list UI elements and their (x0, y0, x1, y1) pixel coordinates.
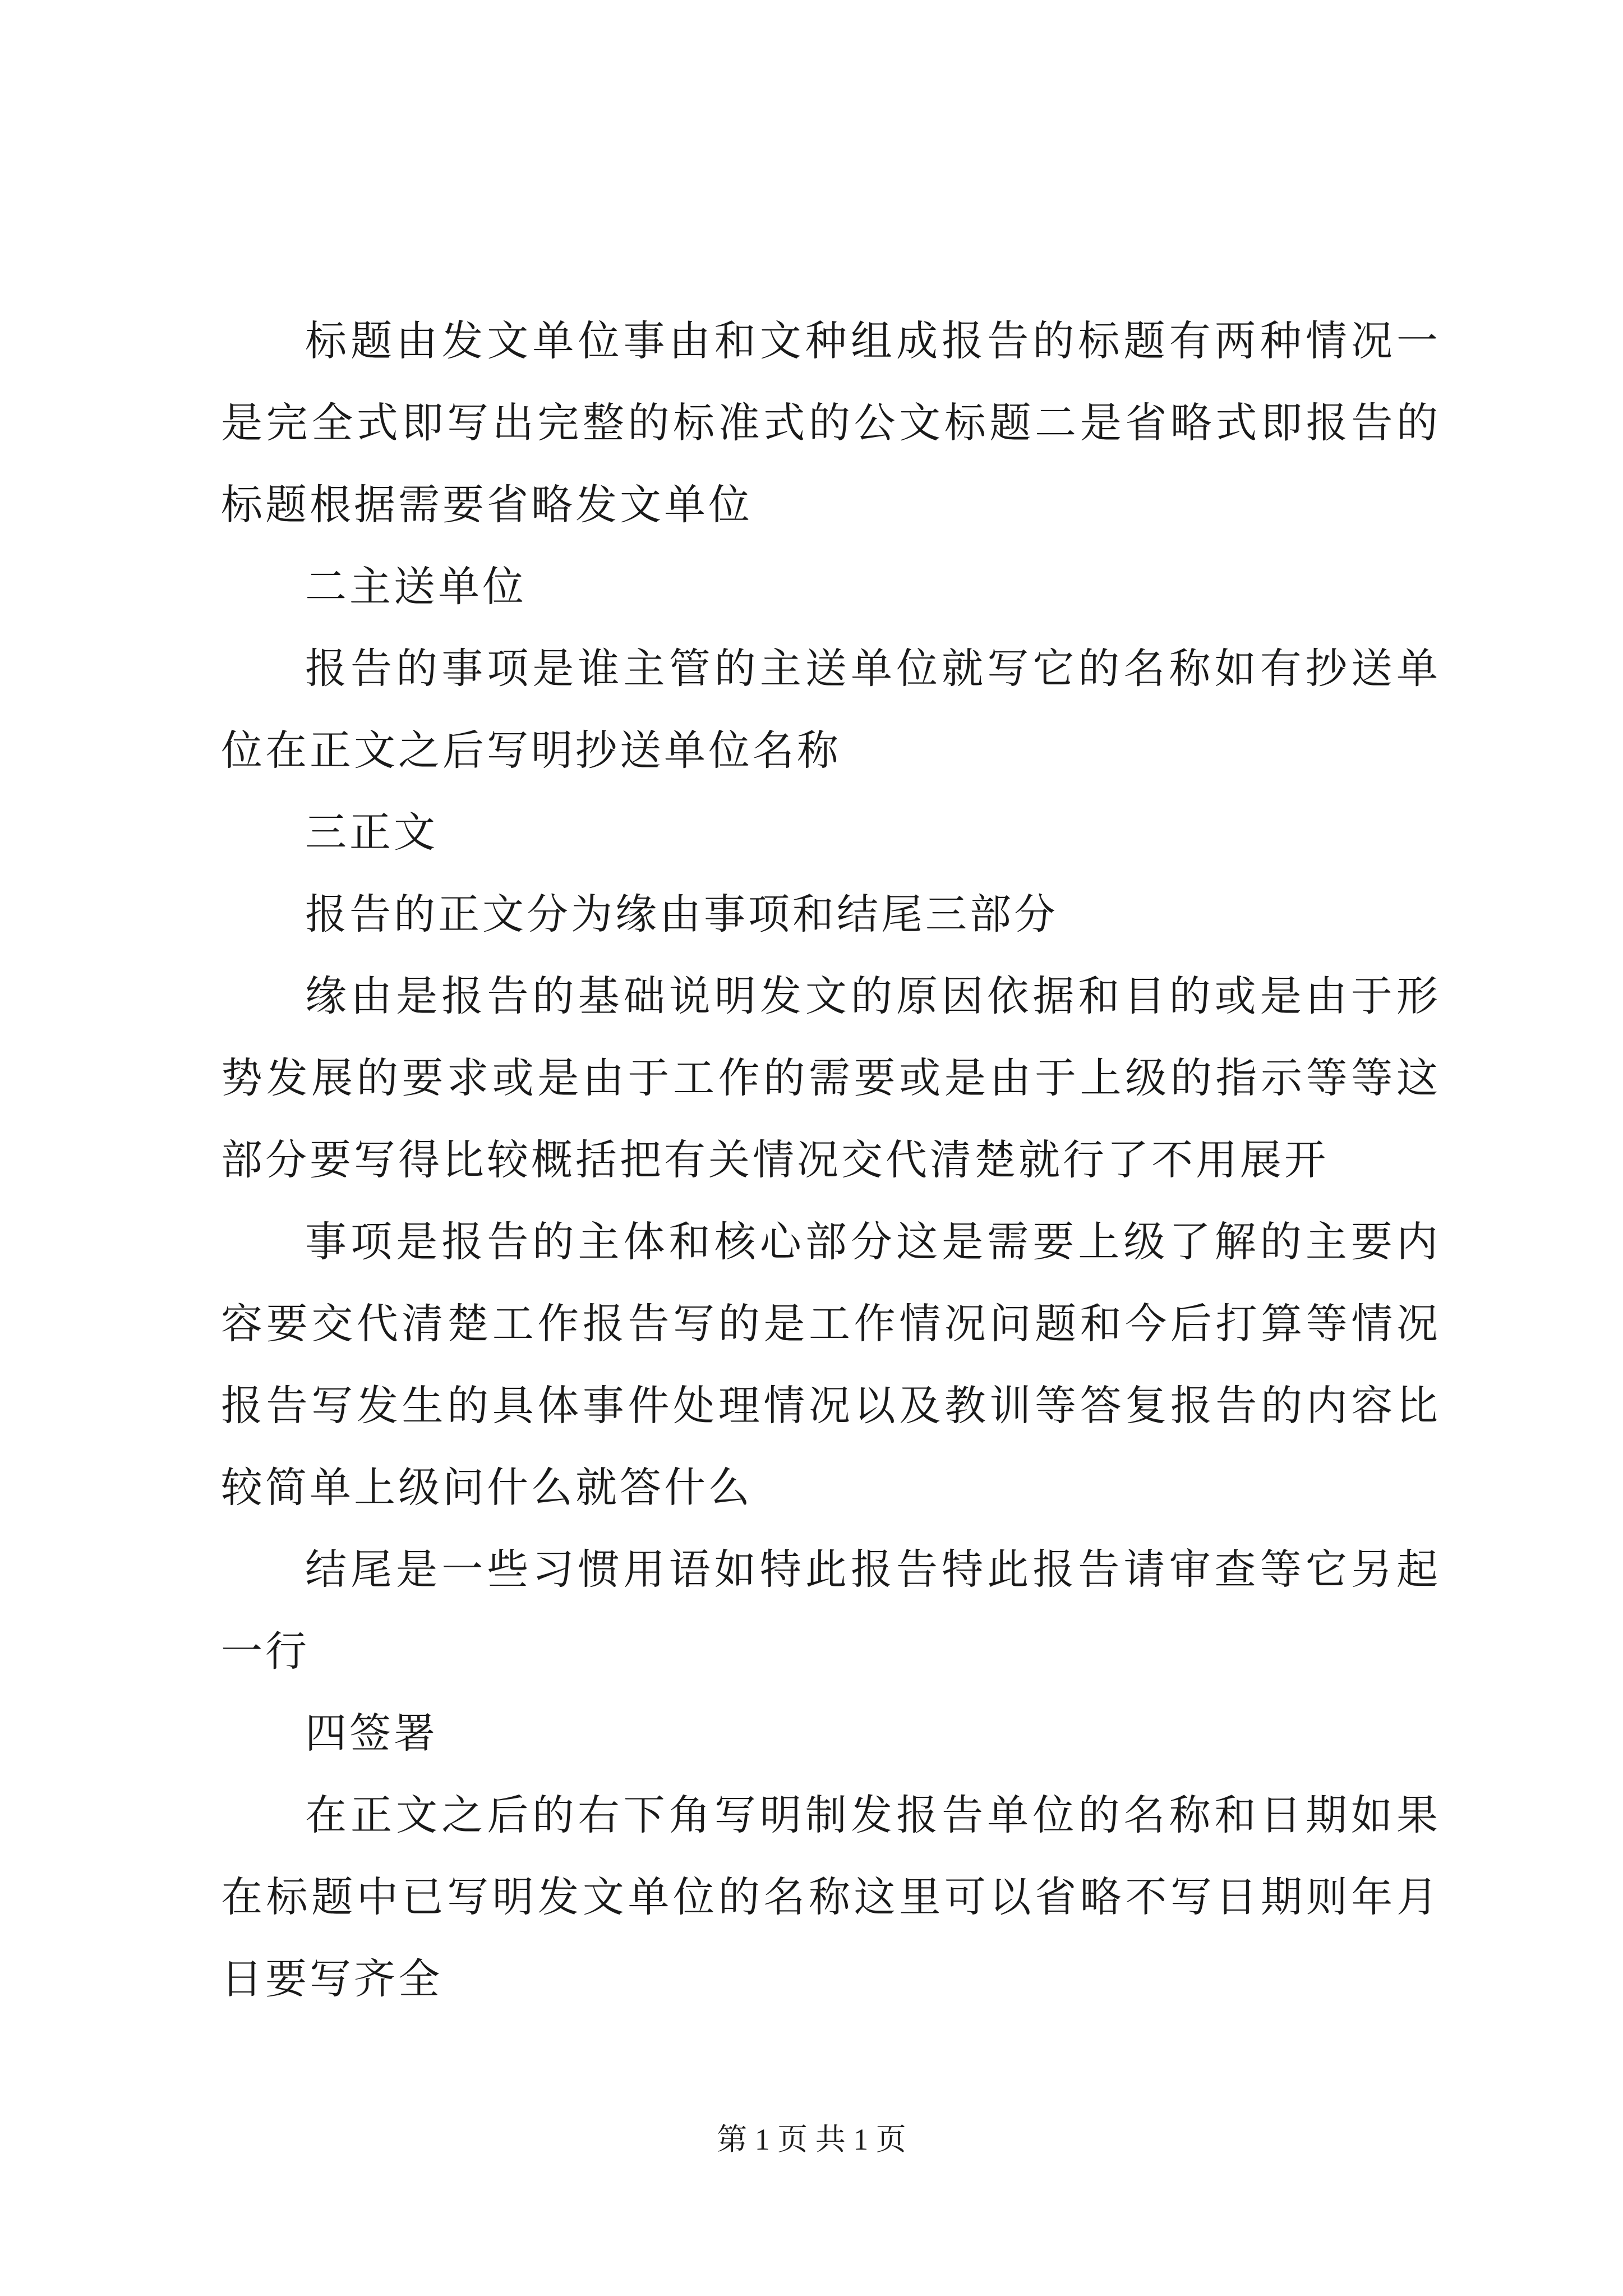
paragraph-reason: 缘由是报告的基础说明发文的原因依据和目的或是由于形势发展的要求或是由于工作的需要或是由于上级的指示等等这部分要写得比较概括把有关情况交代清楚就行了不用展开 (221, 972, 1441, 1184)
section-heading-recipient: 二主送单位 (305, 563, 527, 611)
page-number-footer: 第 1 页 共 1 页 (717, 2123, 906, 2156)
section-heading-body: 三正文 (305, 808, 438, 857)
document-body (221, 300, 1441, 2020)
paragraph-body-parts: 报告的正文分为缘由事项和结尾三部分 (305, 890, 1058, 938)
paragraph-matters: 事项是报告的主体和核心部分这是需要上级了解的主要内容要交代清楚工作报告写的是工作情况问题和今后打算等情况报告写发生的具体事件处理情况以及教训等答复报告的内容比较简单上级问什么就答什么 (221, 1218, 1441, 1512)
section-heading-signature: 四签署 (305, 1709, 438, 1757)
paragraph-ending: 结尾是一些习惯用语如特此报告特此报告请审查等它另起一行 (221, 1545, 1441, 1676)
paragraph-title-description: 标题由发文单位事由和文种组成报告的标题有两种情况一是完全式即写出完整的标准式的公文标题二是省略式即报告的标题根据需要省略发文单位 (221, 317, 1441, 529)
paragraph-signature: 在正文之后的右下角写明制发报告单位的名称和日期如果在标题中已写明发文单位的名称这里可以省略不写日期则年月日要写齐全 (221, 1791, 1441, 2003)
paragraph-recipient: 报告的事项是谁主管的主送单位就写它的名称如有抄送单位在正文之后写明抄送单位名称 (221, 645, 1441, 775)
